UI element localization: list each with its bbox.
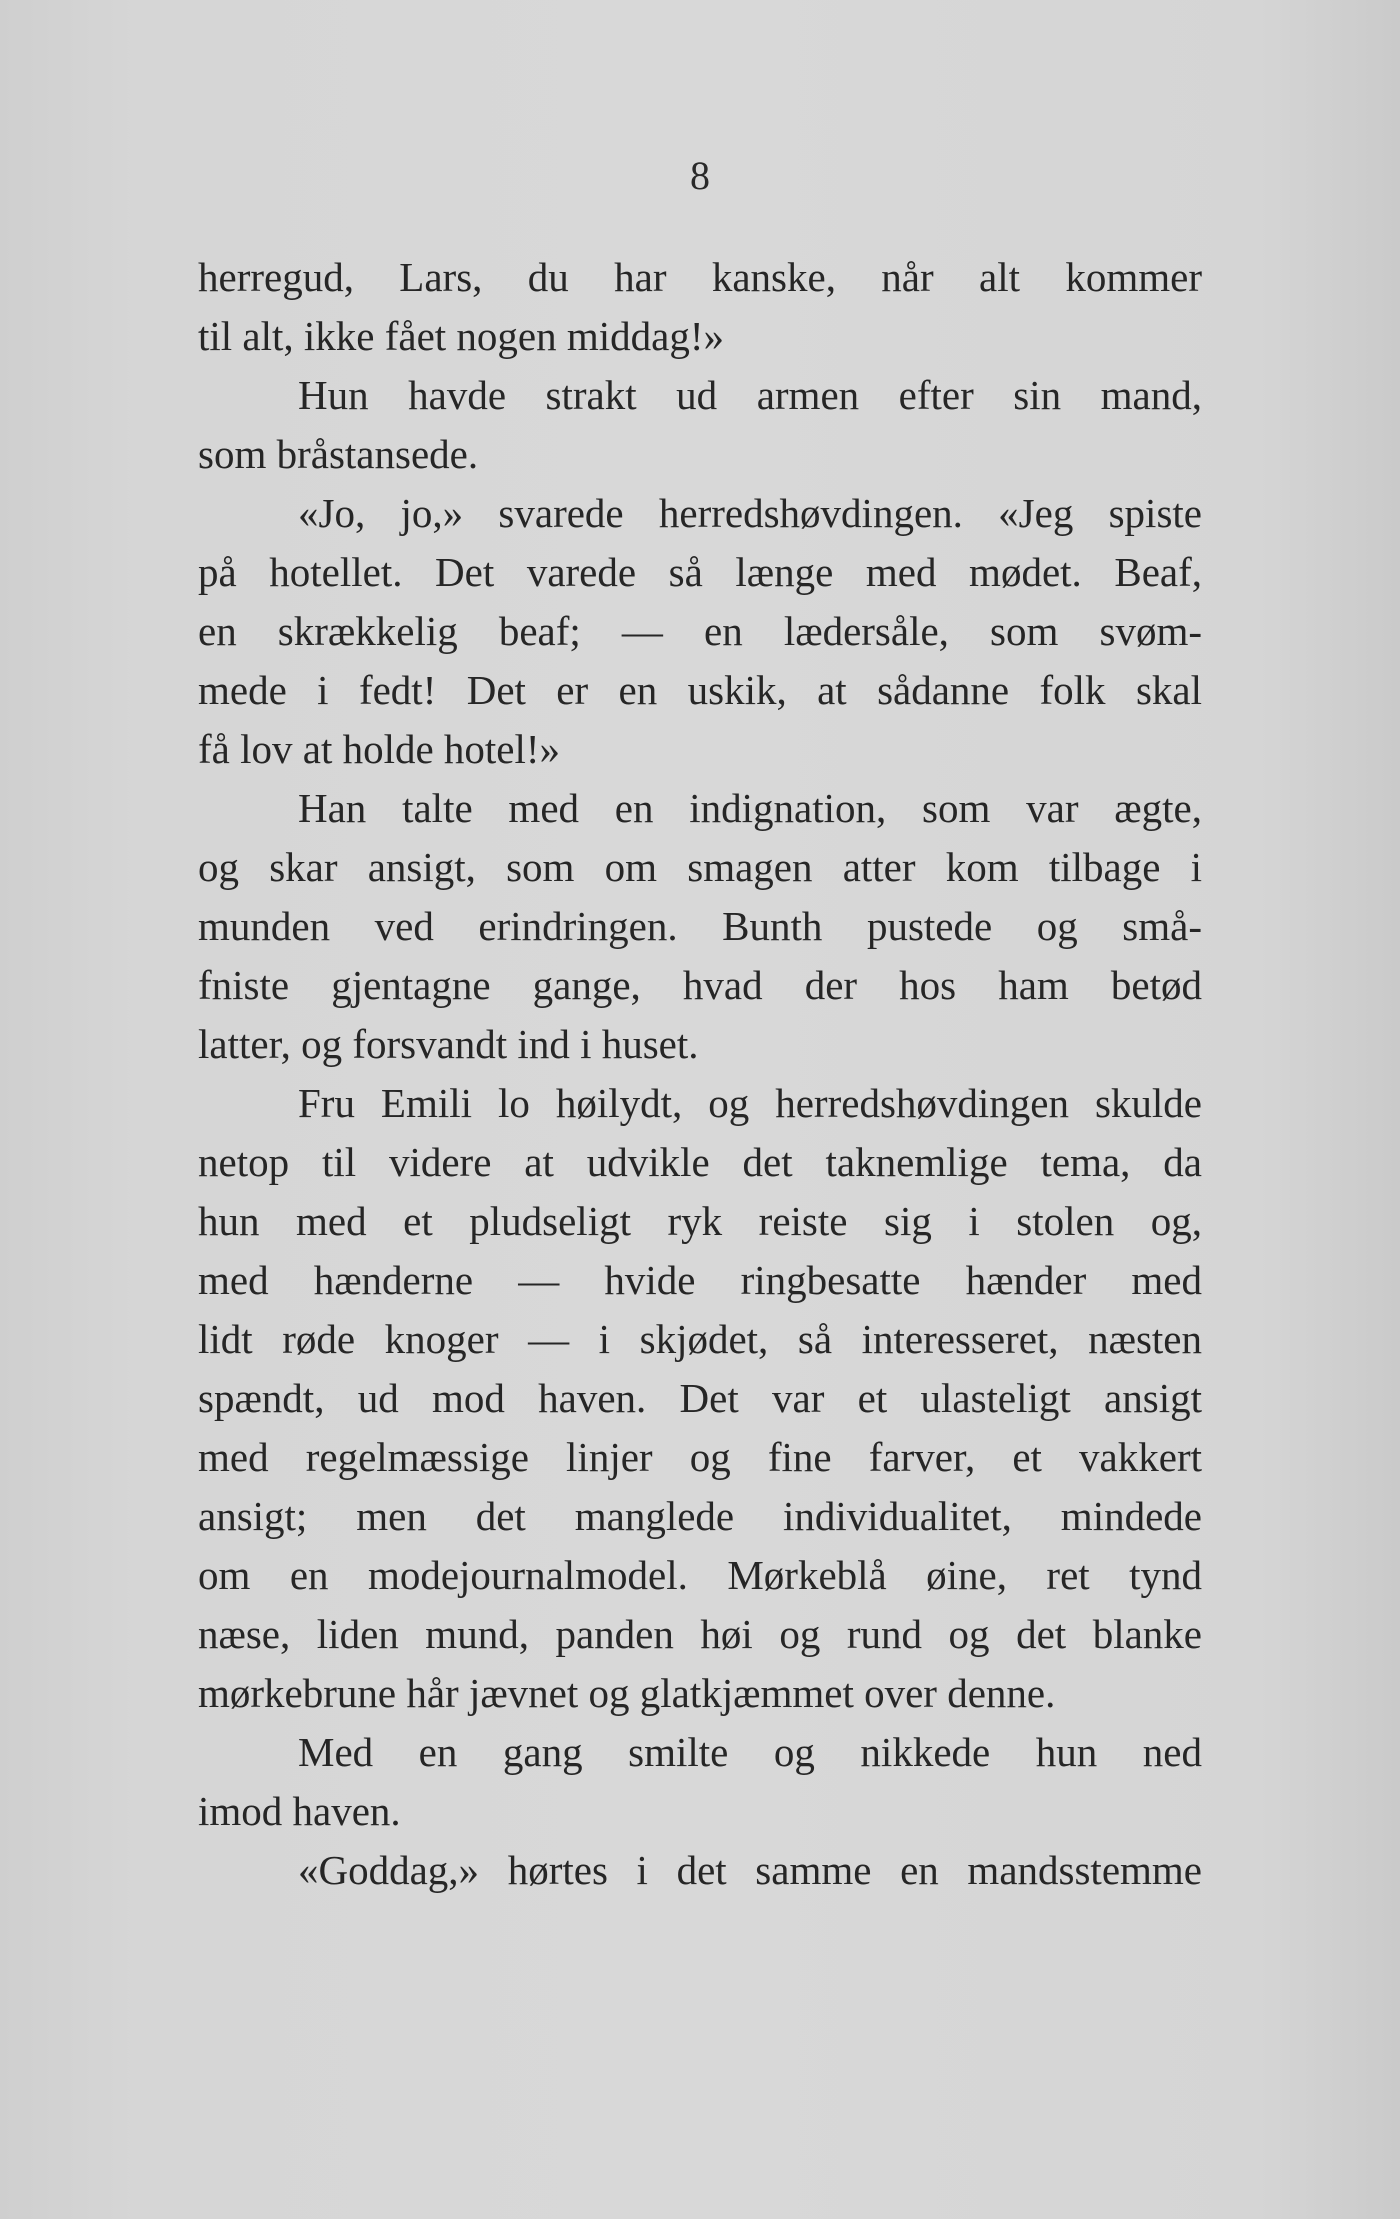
text-line: til alt, ikke fået nogen middag!» (198, 313, 725, 359)
text-line: «Goddag,» hørtes i det samme en mandsstemme (298, 1847, 1202, 1893)
text-line: Han talte med en indignation, som var ægte, (298, 785, 1202, 831)
text-line: spændt, ud mod haven. Det var et ulasteligt ansigt (198, 1375, 1202, 1421)
text-line: hun med et pludseligt ryk reiste sig i stolen og, (198, 1198, 1202, 1244)
text-line: på hotellet. Det varede så længe med mødet. Beaf, (198, 549, 1202, 595)
text-line: munden ved erindringen. Bunth pustede og små- (198, 903, 1202, 949)
text-line: Hun havde strakt ud armen efter sin mand, (298, 372, 1202, 418)
text-line: næse, liden mund, panden høi og rund og det blanke (198, 1611, 1202, 1657)
text-line: latter, og forsvandt ind i huset. (198, 1021, 699, 1067)
text-line: netop til videre at udvikle det taknemlige tema, da (198, 1139, 1202, 1185)
text-line: mørkebrune hår jævnet og glatkjæmmet over denne. (198, 1670, 1056, 1716)
text-line: om en modejournalmodel. Mørkeblå øine, ret tynd (198, 1552, 1202, 1598)
text-line: herregud, Lars, du har kanske, når alt kommer (198, 254, 1202, 300)
text-line: «Jo, jo,» svarede herredshøvdingen. «Jeg spiste (298, 490, 1202, 536)
text-line: ansigt; men det manglede individualitet, mindede (198, 1493, 1202, 1539)
text-line: fniste gjentagne gange, hvad der hos ham betød (198, 962, 1202, 1008)
text-line: Fru Emili lo høilydt, og herredshøvdingen skulde (298, 1080, 1202, 1126)
page-number: 8 (690, 153, 710, 198)
text-line: få lov at holde hotel!» (198, 726, 561, 772)
text-line: en skrækkelig beaf; — en lædersåle, som svøm- (198, 608, 1202, 654)
body-text (198, 248, 1202, 1900)
text-line: mede i fedt! Det er en uskik, at sådanne folk skal (198, 667, 1202, 713)
text-line: lidt røde knoger — i skjødet, så interesseret, næsten (198, 1316, 1202, 1362)
text-line: med hænderne — hvide ringbesatte hænder med (198, 1257, 1202, 1303)
text-line: Med en gang smilte og nikkede hun ned (298, 1729, 1202, 1775)
text-line: som bråstansede. (198, 431, 479, 477)
text-line: og skar ansigt, som om smagen atter kom tilbage i (198, 844, 1202, 890)
text-line: imod haven. (198, 1788, 401, 1834)
text-line: med regelmæssige linjer og fine farver, et vakkert (198, 1434, 1202, 1480)
